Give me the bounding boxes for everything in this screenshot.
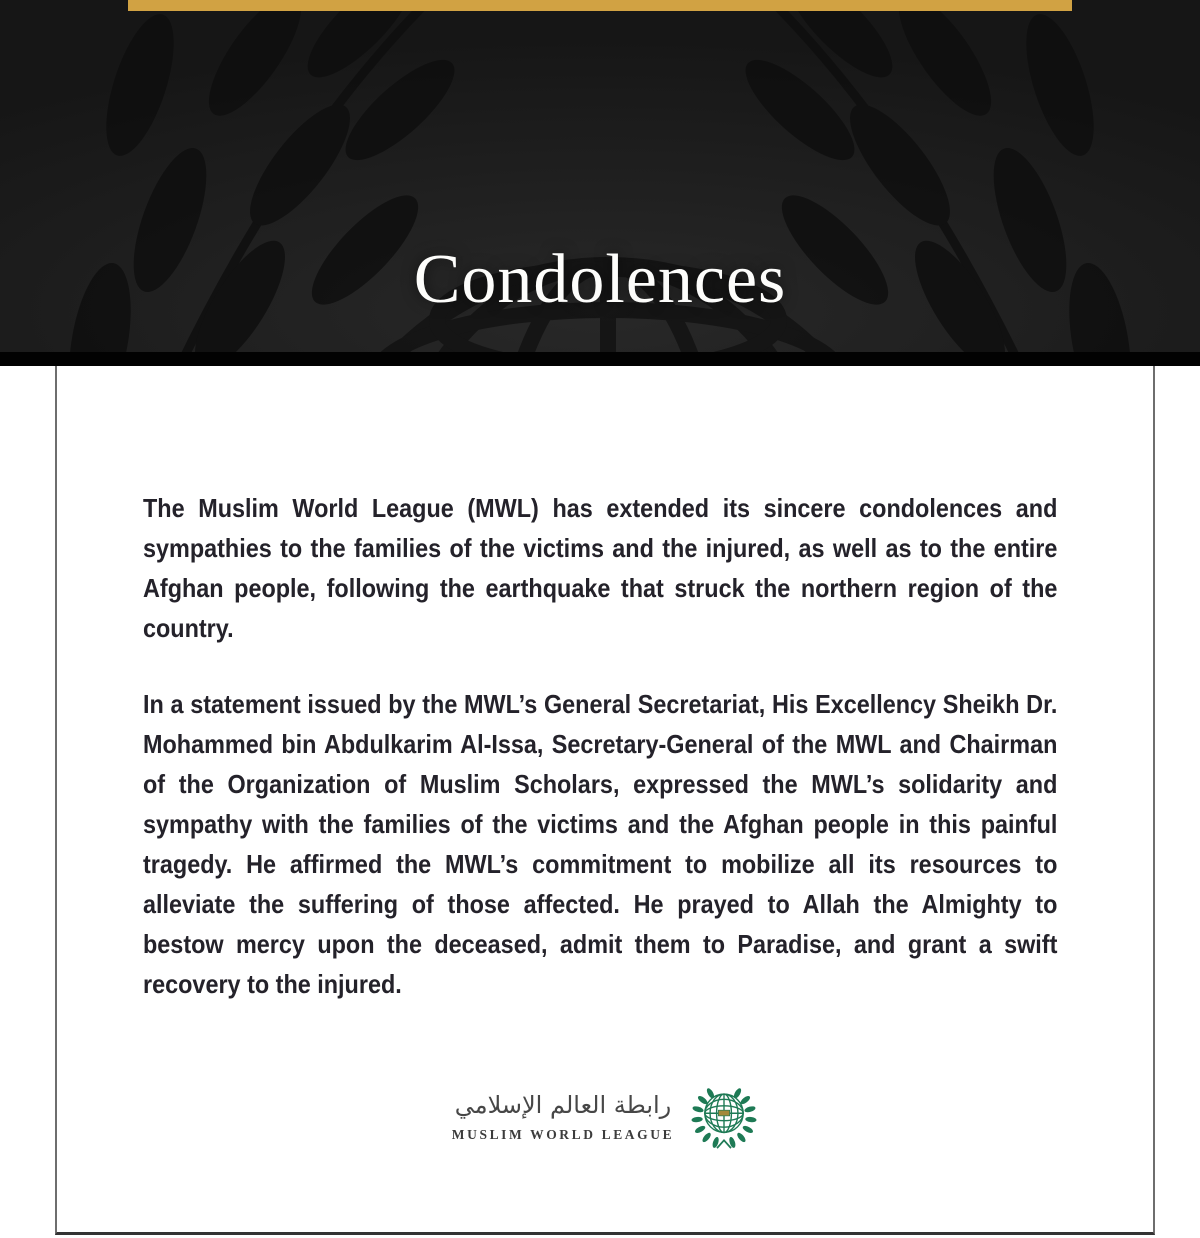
- banner-bottom-strip: [0, 352, 1200, 366]
- statement-paragraph-2: In a statement issued by the MWL’s General Secretariat, His Excellency Sheikh Dr. Mohammed bin Abdulkarim Al-Issa, Secretary-General of the MWL and Chairman of the Organization of Muslim Scholars, expressed the MWL’s solidarity and sympathy with the families of the victims and the Afghan people in this painful tragedy. He affirmed the MWL’s commitment to mobilize all its resources to alleviate the suffering of those affected. He prayed to Allah the Almighty to bestow mercy upon the deceased, admit them to Paradise, and grant a swift recovery to the injured.: [143, 689, 1058, 999]
- accent-bar: [128, 0, 1072, 11]
- statement-paragraph-1: The Muslim World League (MWL) has extended its sincere condolences and sympathies to the families of the victims and the injured, as well as to the entire Afghan people, following the earthquake that struck the northern region of the country.: [143, 493, 1058, 643]
- statement-card: [55, 366, 1155, 1235]
- page-title: Condolences: [413, 241, 787, 318]
- statement-body: [143, 488, 1057, 1004]
- logo-wordmark: MUSLIM WORLD LEAGUE: [451, 1127, 675, 1142]
- globe-wreath-icon: [690, 1076, 758, 1154]
- mwl-logo: [57, 1076, 1153, 1154]
- logo-arabic-name: رابطة العالم الإسلامي: [454, 1091, 672, 1119]
- mwl-logo-text: [452, 1087, 674, 1143]
- header-banner: [0, 0, 1200, 366]
